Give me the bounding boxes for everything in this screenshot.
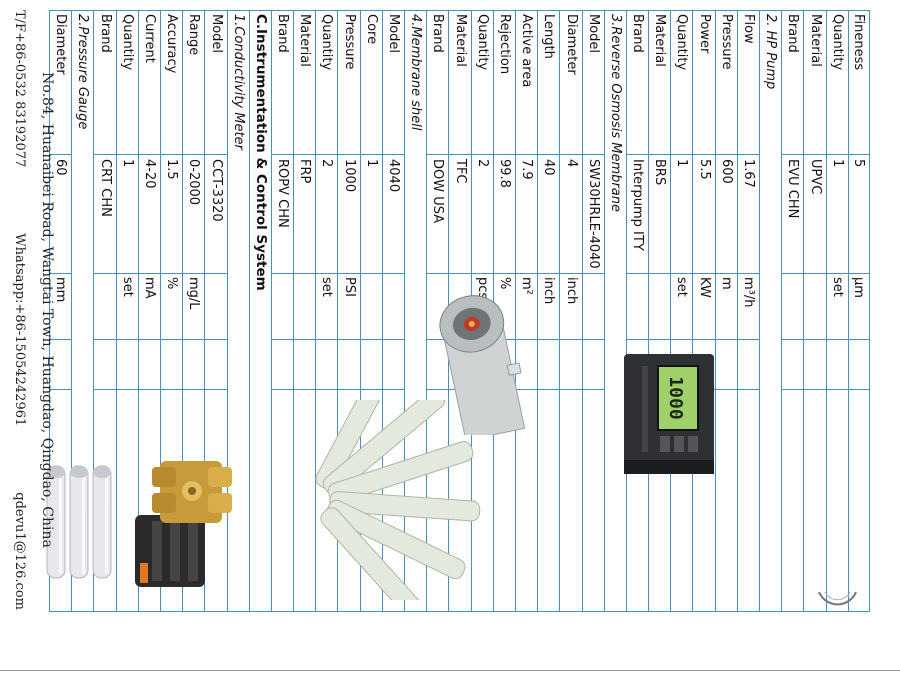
column-divider — [627, 339, 648, 340]
param-value: 1 — [119, 159, 135, 168]
column-divider — [361, 339, 382, 340]
param-value: 7.9 — [519, 159, 535, 180]
column-divider — [205, 339, 226, 340]
param-label: Material — [452, 14, 468, 67]
param-label: Accuracy — [164, 14, 180, 74]
column-divider — [671, 339, 692, 340]
table-row — [781, 11, 803, 611]
param-label: Material — [652, 14, 668, 67]
footer-phone: T/F+86-0532 83192077 — [12, 10, 27, 168]
column-divider — [649, 154, 670, 155]
column-divider — [827, 339, 848, 340]
column-divider — [427, 154, 448, 155]
param-value: 1 — [829, 159, 845, 168]
heading-label: 2.Pressure Gauge — [75, 14, 91, 130]
column-divider — [560, 389, 581, 390]
param-unit: inch — [541, 277, 557, 305]
footer-email: qdevu1@126.com — [12, 492, 27, 610]
bottom-rule — [0, 670, 900, 671]
column-divider — [339, 154, 360, 155]
column-divider — [694, 154, 715, 155]
param-value: SW30HRLE-4040 — [585, 159, 601, 269]
column-divider — [383, 154, 404, 155]
column-divider — [804, 339, 825, 340]
column-divider — [117, 154, 138, 155]
param-value: 5.5 — [696, 159, 712, 180]
column-divider — [316, 154, 337, 155]
column-divider — [560, 154, 581, 155]
column-divider — [782, 339, 803, 340]
table-row — [737, 11, 759, 611]
column-divider — [738, 154, 759, 155]
column-divider — [716, 154, 737, 155]
column-divider — [560, 339, 581, 340]
column-divider — [671, 154, 692, 155]
column-divider — [627, 154, 648, 155]
param-unit: m² — [519, 277, 535, 295]
column-divider — [161, 389, 182, 390]
param-value: 40 — [541, 159, 557, 176]
column-divider — [94, 389, 115, 390]
param-value: 1 — [363, 159, 379, 168]
param-label: Pressure — [341, 14, 357, 70]
column-divider — [183, 339, 204, 340]
column-divider — [361, 389, 382, 390]
heading-label: 4.Membrane shell — [408, 14, 424, 131]
param-label: Quantity — [119, 14, 135, 71]
table-row — [803, 11, 825, 611]
column-divider — [716, 339, 737, 340]
param-value: FRP — [297, 159, 313, 184]
param-label: Range — [186, 14, 202, 56]
hp-pump-image — [128, 455, 240, 590]
param-label: Quantity — [474, 14, 490, 71]
table-row — [537, 11, 559, 611]
param-value: CCT-3320 — [208, 159, 224, 222]
column-divider — [738, 389, 759, 390]
param-value: 99.8 — [497, 159, 512, 188]
column-divider — [449, 154, 470, 155]
column-divider — [694, 339, 715, 340]
param-label: Power — [696, 14, 712, 54]
column-divider — [316, 389, 337, 390]
column-divider — [117, 339, 138, 340]
param-value: CRT CHN — [97, 159, 113, 217]
param-label: Active area — [519, 14, 535, 88]
param-unit: mA — [142, 277, 157, 299]
meter-display-text: 1000 — [665, 376, 686, 420]
column-divider — [294, 389, 315, 390]
heading-label: C.Instrumentation & Control System — [252, 14, 269, 291]
param-label: Brand — [630, 14, 646, 53]
column-divider — [782, 389, 803, 390]
column-divider — [782, 154, 803, 155]
column-divider — [804, 154, 825, 155]
column-divider — [494, 154, 515, 155]
column-divider — [538, 154, 559, 155]
param-value: 5 — [851, 159, 866, 168]
param-unit: pcs — [474, 277, 490, 300]
column-divider — [117, 389, 138, 390]
param-value: TFC — [452, 159, 468, 184]
param-label: Quantity — [829, 14, 845, 71]
column-divider — [294, 339, 315, 340]
param-value: 2 — [319, 159, 335, 168]
column-divider — [272, 389, 293, 390]
param-unit: % — [497, 277, 512, 290]
column-divider — [383, 389, 404, 390]
column-divider — [161, 339, 182, 340]
param-label: Brand — [430, 14, 446, 53]
table-row — [848, 11, 870, 611]
column-divider — [849, 389, 869, 390]
column-divider — [516, 154, 537, 155]
column-divider — [339, 389, 360, 390]
footer-whatsapp: Whatsapp:+86-15054242961 — [12, 233, 27, 427]
param-unit: PSI — [341, 277, 357, 297]
pressure-gauge-image — [815, 590, 860, 615]
param-value: 60 — [53, 159, 69, 176]
subsection-heading-row — [759, 11, 781, 611]
param-label: Diameter — [53, 14, 69, 75]
param-value: BRS — [652, 159, 668, 186]
column-divider — [94, 339, 115, 340]
param-value: 4040 — [386, 159, 402, 193]
column-divider — [139, 339, 160, 340]
column-divider — [339, 339, 360, 340]
table-row — [559, 11, 581, 611]
membrane-shell-image — [430, 290, 540, 435]
column-divider — [272, 154, 293, 155]
param-unit: mg/L — [186, 277, 202, 310]
param-label: Brand — [97, 14, 113, 53]
column-divider — [649, 339, 670, 340]
param-label: Diameter — [563, 14, 579, 75]
table-row — [582, 11, 604, 611]
param-unit: m³/h — [741, 277, 757, 308]
column-divider — [583, 339, 604, 340]
param-unit: m — [718, 277, 734, 290]
footer-contacts — [12, 10, 27, 610]
param-value: 1.67 — [741, 159, 757, 188]
table-row — [626, 11, 648, 611]
column-divider — [804, 389, 825, 390]
param-value: DOW USA — [430, 159, 446, 224]
param-unit: set — [674, 277, 690, 297]
footer-address: No.84, Huanaibei Road, Wangtai Town, Huangdao, Qingdao, China — [39, 72, 55, 548]
table-row — [715, 11, 737, 611]
table-row — [826, 11, 848, 611]
column-divider — [94, 154, 115, 155]
column-divider — [316, 339, 337, 340]
param-unit: inch — [563, 277, 579, 305]
param-value: 600 — [718, 159, 734, 184]
column-divider — [205, 389, 226, 390]
param-value: 1000 — [341, 159, 357, 193]
param-label: Brand — [785, 14, 801, 53]
param-value: 4 — [563, 159, 579, 168]
column-divider — [738, 339, 759, 340]
param-value: 1 — [674, 159, 690, 168]
column-divider — [827, 389, 848, 390]
param-unit: % — [164, 277, 180, 290]
column-divider — [183, 389, 204, 390]
param-label: Quantity — [319, 14, 335, 71]
section-heading-row — [249, 11, 271, 611]
param-label: Current — [142, 14, 157, 63]
param-unit: set — [829, 277, 845, 297]
param-label: Pressure — [718, 14, 734, 70]
param-unit: set — [119, 277, 135, 297]
param-unit: μm — [851, 277, 866, 298]
param-value: EVU CHN — [785, 159, 801, 219]
param-label: Model — [585, 14, 601, 54]
column-divider — [472, 154, 493, 155]
param-label: Brand — [275, 14, 291, 53]
param-label: Length — [541, 14, 557, 59]
param-value: ROPV CHN — [275, 159, 291, 228]
table-row — [670, 11, 692, 611]
param-value: Interpump ITY — [630, 159, 646, 251]
column-divider — [272, 339, 293, 340]
column-divider — [183, 154, 204, 155]
column-divider — [205, 154, 226, 155]
param-value: UPVC — [807, 159, 823, 195]
param-label: Model — [208, 14, 224, 54]
column-divider — [827, 154, 848, 155]
column-divider — [139, 154, 160, 155]
heading-label: 1.Conductivity Meter — [230, 14, 246, 150]
subsection-heading-row — [604, 11, 626, 611]
table-row — [648, 11, 670, 611]
column-divider — [383, 339, 404, 340]
column-divider — [538, 389, 559, 390]
heading-label: 3.Reverse Osmosis Membrane — [607, 14, 623, 212]
column-divider — [583, 389, 604, 390]
column-divider — [583, 154, 604, 155]
param-label: Material — [297, 14, 313, 67]
param-label: Core — [363, 14, 379, 45]
param-value: 4-20 — [142, 159, 157, 189]
param-unit: mm — [53, 277, 69, 303]
column-divider — [538, 339, 559, 340]
param-label: Model — [386, 14, 402, 54]
column-divider — [139, 389, 160, 390]
column-divider — [849, 339, 869, 340]
param-value: 2 — [474, 159, 490, 168]
table-row — [271, 11, 293, 611]
param-label: Quantity — [674, 14, 690, 71]
column-divider — [361, 154, 382, 155]
param-label: Rejection — [497, 14, 512, 75]
param-label: Material — [807, 14, 823, 67]
column-divider — [294, 154, 315, 155]
param-label: Fineness — [851, 14, 866, 71]
table-row — [693, 11, 715, 611]
column-divider — [161, 154, 182, 155]
param-value: 0-2000 — [186, 159, 202, 206]
param-unit: KW — [696, 277, 712, 298]
param-unit: set — [319, 277, 335, 297]
param-label: Flow — [741, 14, 757, 44]
conductivity-meter-image — [615, 350, 720, 480]
column-divider — [849, 154, 869, 155]
param-value: 1.5 — [164, 159, 180, 180]
heading-label: 2. HP Pump — [763, 14, 779, 90]
